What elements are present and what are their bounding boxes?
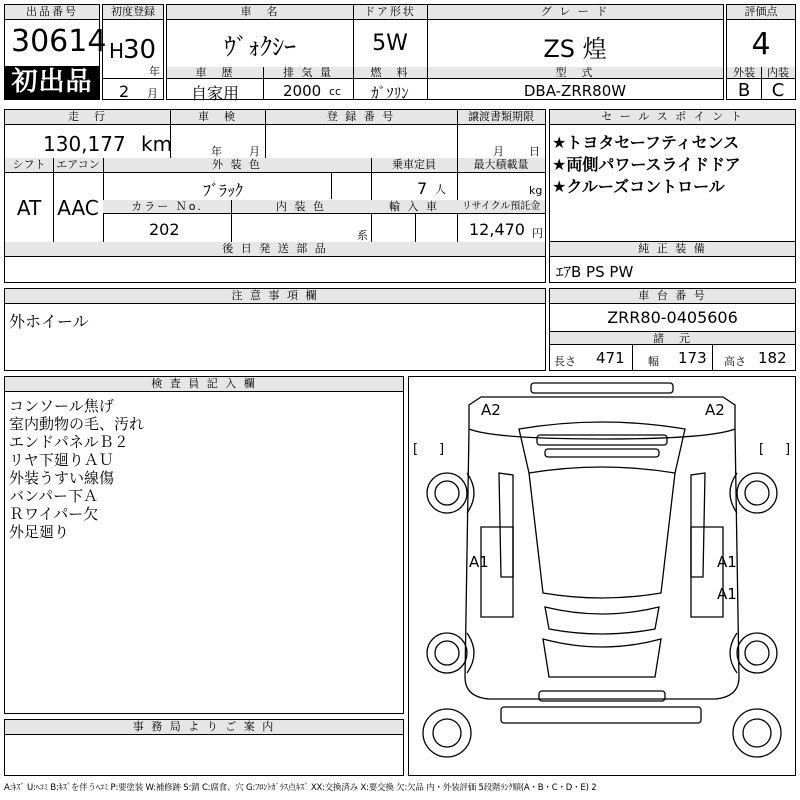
inspector-line: 外足廻り — [9, 523, 70, 541]
first-listing-badge: 初出品 — [5, 66, 99, 99]
damage-mark: A2 — [481, 401, 501, 419]
inspector-line: Ｒワイパー欠 — [9, 505, 99, 523]
lot-label: 出品番号 — [5, 5, 99, 20]
notes-box — [4, 288, 546, 371]
load-label: 最大積載量 — [457, 158, 545, 173]
notes-label: 注 意 事 項 欄 — [5, 289, 545, 304]
sales-points-label: セ ー ル ス ポ イ ン ト — [550, 110, 795, 125]
displacement-label: 排 気 量 — [263, 67, 353, 79]
sales-point: ★クルーズコントロール — [552, 177, 725, 196]
exterior-label: 外装 — [727, 67, 761, 79]
door-label: ドア形状 — [353, 5, 427, 20]
inspector-line: 外装うすい線傷 — [9, 469, 115, 487]
sales-point: ★トヨタセーフティセンス — [552, 133, 740, 152]
recycle-label: リサイクル預託金 — [457, 200, 545, 214]
inspector-label: 検 査 員 記 入 欄 — [5, 377, 403, 392]
inspector-line: バンパー下Ａ — [9, 487, 98, 505]
shift-label: シフト — [5, 158, 53, 173]
exterior-color: ﾌﾞﾗｯｸ — [202, 181, 243, 200]
fuel: ｶﾞｿﾘﾝ — [371, 84, 409, 102]
equipment-box — [549, 241, 796, 283]
office-box — [4, 719, 404, 776]
inspection-year-unit: 年 — [211, 145, 222, 158]
damage-mark: A1 — [717, 553, 737, 571]
inspector-line: エンドパネルＢ２ — [9, 433, 129, 451]
displacement: 2000 — [283, 82, 322, 100]
score: 4 — [751, 27, 771, 62]
shift: AT — [16, 196, 42, 220]
month: 2 — [119, 82, 130, 101]
color-label: 外 装 色 — [103, 158, 371, 173]
regno-label: 登 録 番 号 — [265, 110, 457, 125]
dimensions-label: 諸 元 — [550, 331, 795, 345]
bracket-mark: ] — [785, 442, 791, 457]
car-name-label: 車 名 — [167, 5, 353, 20]
year-unit: 年 — [149, 65, 160, 78]
aircon-label: エアコン — [53, 158, 103, 173]
damage-mark: A1 — [469, 553, 489, 571]
damage-mark: A1 — [717, 585, 737, 603]
aircon: AAC — [57, 196, 99, 220]
length-label: 長さ — [554, 355, 576, 368]
bracket-mark: [ — [759, 442, 765, 457]
interior-color-label: 内 装 色 — [231, 200, 371, 214]
mileage: 130,177 — [43, 132, 126, 156]
year: 30 — [123, 35, 157, 65]
transfer-label: 譲渡書類期限 — [457, 110, 545, 125]
car-name: ｳﾞｫｸｼｰ — [224, 33, 296, 61]
height-label: 高さ — [724, 355, 746, 368]
inspector-line: コンソール焦げ — [9, 397, 114, 415]
chassis-number: ZRR80-0405606 — [607, 308, 738, 327]
lot-number: 30614 — [11, 24, 107, 59]
vehicle-details-box — [4, 109, 546, 283]
transfer-day-unit: 日 — [529, 145, 540, 158]
interior-label: 内装 — [761, 67, 795, 79]
later-parts-label: 後 日 発 送 部 品 — [5, 242, 545, 257]
bracket-mark: ] — [439, 442, 445, 457]
sales-point: ★両側パワースライドドア — [552, 155, 741, 174]
era: H — [109, 39, 125, 63]
equipment-value: ｴｱB PS PW — [556, 263, 634, 281]
score-box — [726, 4, 796, 100]
score-label: 評価点 — [727, 5, 795, 20]
recycle-unit: 円 — [532, 227, 543, 240]
legend: A:ｷｽﾞ U:ﾍｺﾐ B:ｷｽﾞを伴うﾍｺﾐ P:要塗装 W:補修跡 S:錆 C:腐食、穴 G:ﾌﾛﾝﾄｶﾞﾗｽ点ｷｽﾞ XX:交換済み X:要交換 欠:欠品 内・外装評価 5段階ﾗﾝｸ順(A・B・C・D・E) 2 — [4, 783, 597, 793]
inspector-box — [4, 376, 404, 714]
registration-label: 初度登録 — [103, 5, 163, 20]
inspector-line: 室内動物の毛、汚れ — [9, 415, 145, 433]
model-code: DBA-ZRR80W — [523, 82, 627, 100]
bracket-mark: [ — [413, 442, 419, 457]
car-info-box — [166, 4, 724, 103]
registration-box — [102, 4, 164, 100]
load-unit: kg — [529, 184, 543, 197]
capacity: 7 — [417, 179, 428, 198]
capacity-label: 乗車定員 — [371, 158, 457, 173]
length: 471 — [596, 349, 625, 367]
interior-color-unit: 系 — [357, 229, 368, 242]
width: 173 — [678, 349, 707, 367]
history-label: 車 歴 — [167, 67, 263, 79]
recycle-fee: 12,470 — [469, 220, 525, 239]
month-unit: 月 — [147, 87, 158, 100]
grade-label: グ レ ー ド — [427, 5, 723, 20]
mileage-label: 走 行 — [5, 110, 170, 125]
model-label: 型 式 — [427, 67, 723, 79]
height: 182 — [758, 349, 787, 367]
notes-value: 外ホイール — [9, 312, 89, 331]
car-outline-diagram — [409, 377, 795, 775]
history: 自家用 — [190, 84, 239, 103]
door-type: 5W — [372, 31, 408, 56]
interior-score: C — [771, 80, 785, 101]
sales-points-box — [549, 109, 796, 242]
displacement-unit: cc — [329, 85, 342, 98]
chassis-box — [549, 288, 796, 371]
fuel-label: 燃 料 — [353, 67, 427, 79]
office-label: 事 務 局 よ り ご 案 内 — [5, 720, 403, 735]
equipment-label: 純 正 装 備 — [550, 242, 795, 257]
import-label: 輸 入 車 — [371, 200, 457, 214]
mileage-unit: km — [141, 132, 173, 156]
chassis-label: 車 台 番 号 — [550, 289, 795, 304]
damage-mark: A2 — [705, 401, 725, 419]
color-number: 202 — [149, 220, 180, 239]
transfer-month-unit: 月 — [493, 145, 504, 158]
capacity-unit: 人 — [435, 183, 446, 196]
exterior-score: B — [737, 80, 751, 101]
colorno-label: カラー Ｎo. — [103, 200, 231, 214]
inspection-label: 車 検 — [170, 110, 265, 125]
inspector-line: リヤ下廻りＡＵ — [9, 451, 114, 469]
lot-box — [4, 4, 107, 100]
inspection-month-unit: 月 — [249, 145, 260, 158]
grade: ZS 煌 — [543, 35, 607, 63]
damage-diagram — [408, 376, 796, 776]
width-label: 幅 — [648, 355, 659, 368]
